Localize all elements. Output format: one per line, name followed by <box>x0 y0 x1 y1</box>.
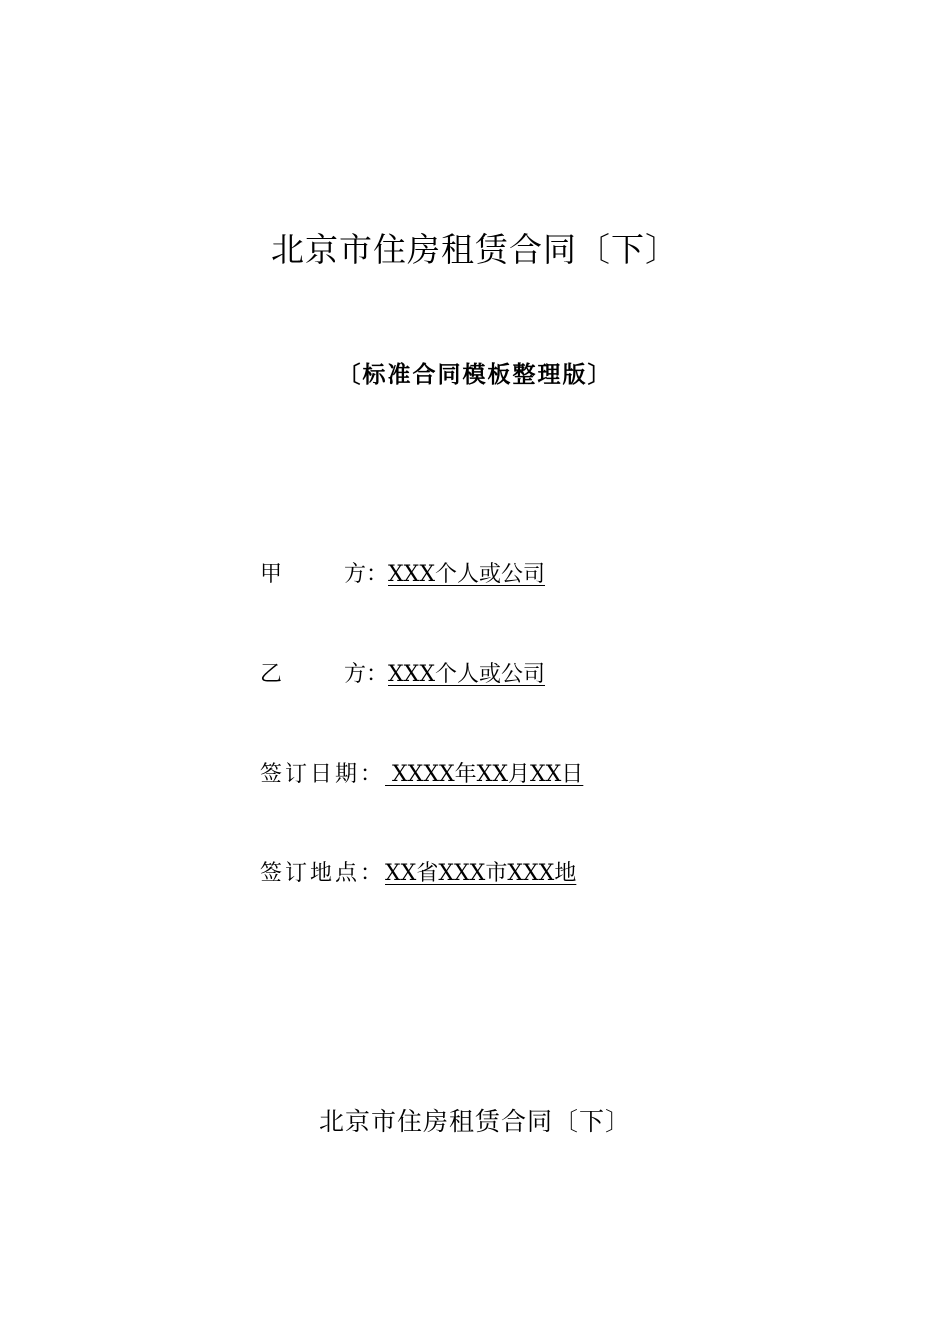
party-a-label-char-1: 甲 <box>260 562 283 587</box>
party-a-label <box>260 558 388 592</box>
document-title: 北京市住房租赁合同〔下〕 <box>271 230 679 269</box>
signing-place-label: 签订地点： <box>260 861 386 886</box>
signing-place-value: XX省XXX市XXX地 <box>385 861 577 886</box>
party-b-label-char-1: 乙 <box>260 662 283 687</box>
document-subtitle: 〔标准合同模板整理版〕 <box>337 361 613 388</box>
signing-date-label: 签订日期： <box>260 762 386 787</box>
party-b-value: XXX个人或公司 <box>388 662 545 687</box>
footer-title: 北京市住房租赁合同〔下〕 <box>318 1107 631 1136</box>
signing-date-field <box>260 758 633 792</box>
party-a-value: XXX个人或公司 <box>388 562 545 587</box>
signing-place-field <box>260 857 607 891</box>
signing-date-value: XXXX年XX月XX日 <box>385 762 584 787</box>
party-a-field <box>260 558 615 592</box>
party-b-field <box>260 658 615 692</box>
party-a-label-char-2: 方： <box>343 562 388 587</box>
party-b-label <box>260 658 388 692</box>
party-b-label-char-2: 方： <box>343 662 388 687</box>
